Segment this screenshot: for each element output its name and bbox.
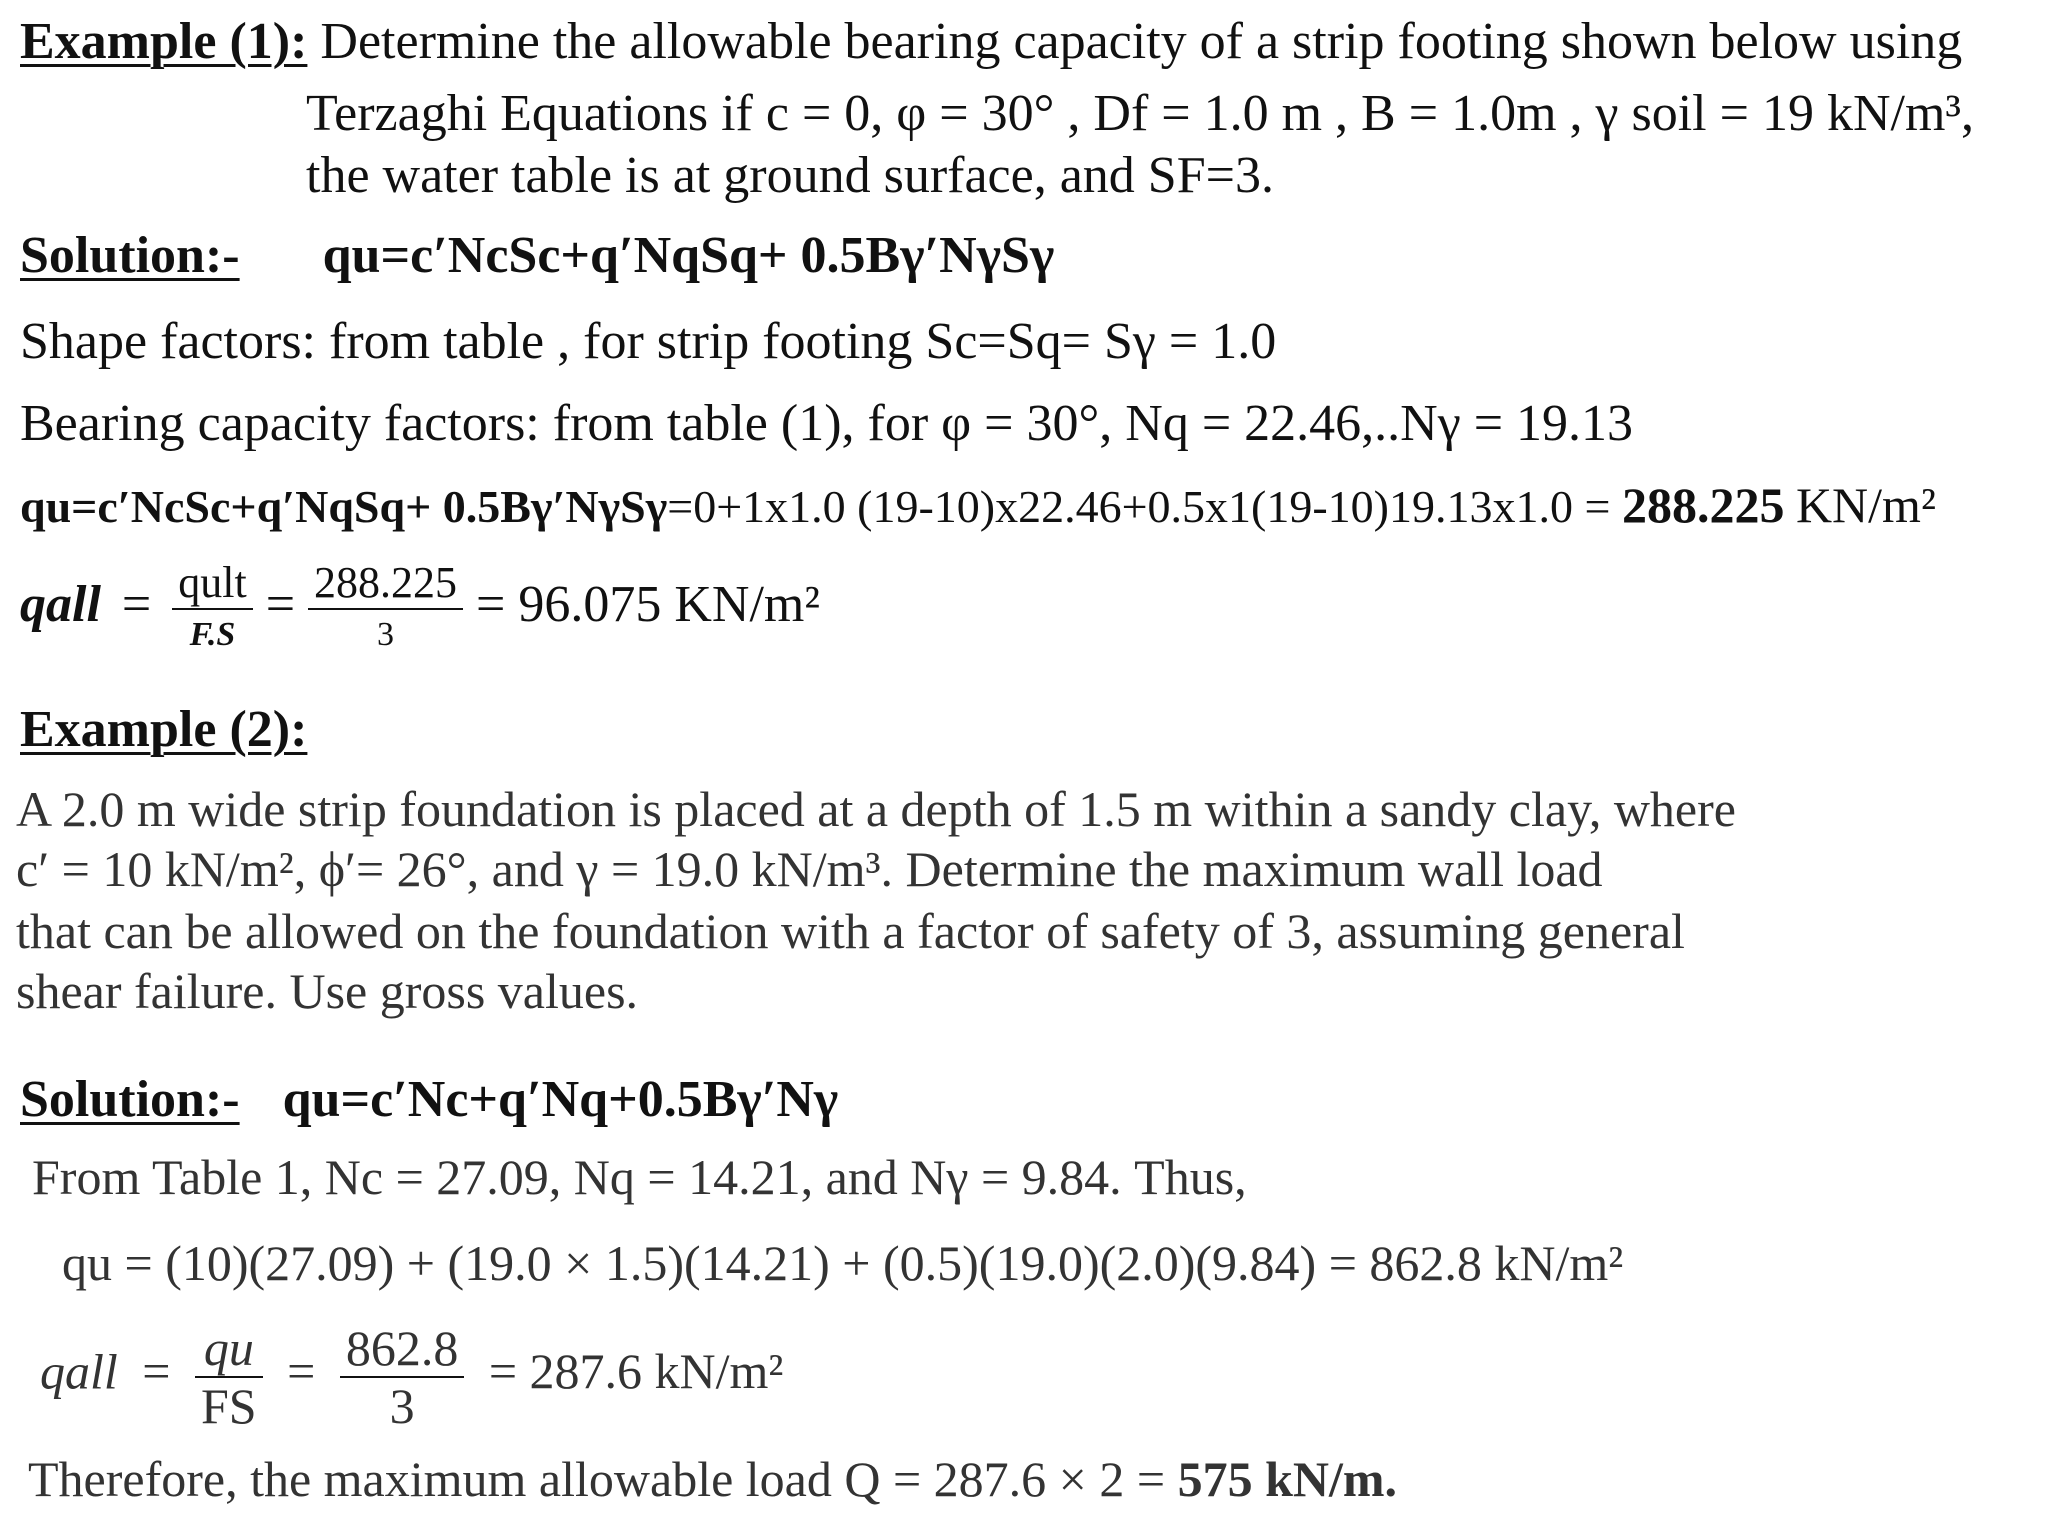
example2-heading-text: Example (2):: [20, 701, 308, 758]
example2-formula: qu=c′Nc+q′Nq+0.5Bγ′Nγ: [282, 1071, 839, 1128]
example1-statement-line1: [20, 12, 1962, 72]
example1-text-line2: Terzaghi Equations if c = 0, φ = 30° , Df = 1.0 m , B = 1.0m , γ soil = 19 kN/m³,: [306, 85, 1974, 142]
example1-heading: Example (1):: [20, 13, 308, 70]
example1-bearing-factors: Bearing capacity factors: from table (1), for φ = 30°, Nq = 22.46,..Nγ = 19.13: [20, 395, 1634, 452]
example2-qall-den2: 3: [389, 1378, 415, 1434]
example2-solution-row: [20, 1070, 838, 1130]
example2-conclusion-pre: Therefore, the maximum allowable load Q = 287.6 × 2 =: [28, 1451, 1178, 1507]
example2-para-line2: c′ = 10 kN/m², ϕ′= 26°, and γ = 19.0 kN/m³. Determine the maximum wall load: [16, 841, 1603, 897]
example1-calc-lhs: qu=c′NcSc+q′NqSq+ 0.5Bγ′NγSγ: [20, 481, 668, 532]
example1-calculation: [20, 478, 1936, 534]
example2-qu-line: qu = (10)(27.09) + (19.0 × 1.5)(14.21) + (0.5)(19.0)(2.0)(9.84) = 862.8 kN/m²: [62, 1235, 1624, 1291]
example2-conclusion: [28, 1450, 1397, 1508]
example2-qall-den: FS: [201, 1378, 257, 1434]
example2-qall-fraction2: [340, 1320, 465, 1434]
example1-qall-den2: 3: [377, 616, 395, 653]
example2-conclusion-bold: 575 kN/m.: [1177, 1451, 1398, 1507]
example2-from-table: From Table 1, Nc = 27.09, Nq = 14.21, and Nγ = 9.84. Thus,: [32, 1149, 1247, 1205]
example1-solution-row: [20, 226, 1054, 286]
example2-para-line3: that can be allowed on the foundation with a factor of safety of 3, assuming general: [16, 903, 1685, 959]
example1-formula: qu=c′NcSc+q′NqSq+ 0.5Bγ′NγSγ: [322, 227, 1055, 284]
example2-solution-label: Solution:-: [20, 1071, 240, 1128]
example1-qall-result: = 96.075 KN/m²: [476, 575, 820, 633]
example2-qall-label: qall: [40, 1343, 118, 1400]
example2-heading: [20, 700, 307, 760]
example1-qall-num: qult: [172, 558, 252, 610]
example1-qall-row: [20, 558, 820, 660]
example1-qall-fraction2: [308, 558, 463, 660]
example2-qall-fraction: [195, 1320, 263, 1434]
example2-qall-row: qall = $\frac{qu}{FS}$ = $\frac{862.8}{3}$ = 287.6 kN/m²: [40, 1320, 784, 1434]
example2-para-line1: A 2.0 m wide strip foundation is placed at a depth of 1.5 m within a sandy clay, where: [16, 781, 1736, 837]
example1-qall-eq: =: [121, 575, 152, 633]
example1-text-line3: the water table is at ground surface, and SF=3.: [306, 147, 1274, 204]
example1-calc-result: 288.225: [1621, 477, 1785, 533]
example1-text-line1: Determine the allowable bearing capacity of a strip footing shown below using: [320, 13, 1963, 70]
example2-qall-num2: 862.8: [340, 1320, 465, 1378]
example1-calc-rhs: =0+1x1.0 (19-10)x22.46+0.5x1(19-10)19.13x1.0 =: [667, 481, 1622, 532]
example1-qall-num2: 288.225: [308, 558, 463, 610]
example1-qall-label: qall: [20, 575, 101, 633]
example1-solution-label: Solution:-: [20, 227, 240, 284]
example1-qall-mid-eq: =: [265, 575, 296, 633]
example2-qall-num: qu: [195, 1320, 263, 1378]
example1-qall-den: F.S: [189, 616, 236, 653]
example2-para-line4: shear failure. Use gross values.: [16, 963, 639, 1019]
example1-shape-factors: Shape factors: from table , for strip footing Sc=Sq= Sγ = 1.0: [20, 313, 1277, 370]
example2-qall-result: = 287.6 kN/m²: [488, 1343, 784, 1400]
example1-qall-fraction: [172, 558, 252, 660]
example1-calc-unit: KN/m²: [1795, 477, 1936, 533]
